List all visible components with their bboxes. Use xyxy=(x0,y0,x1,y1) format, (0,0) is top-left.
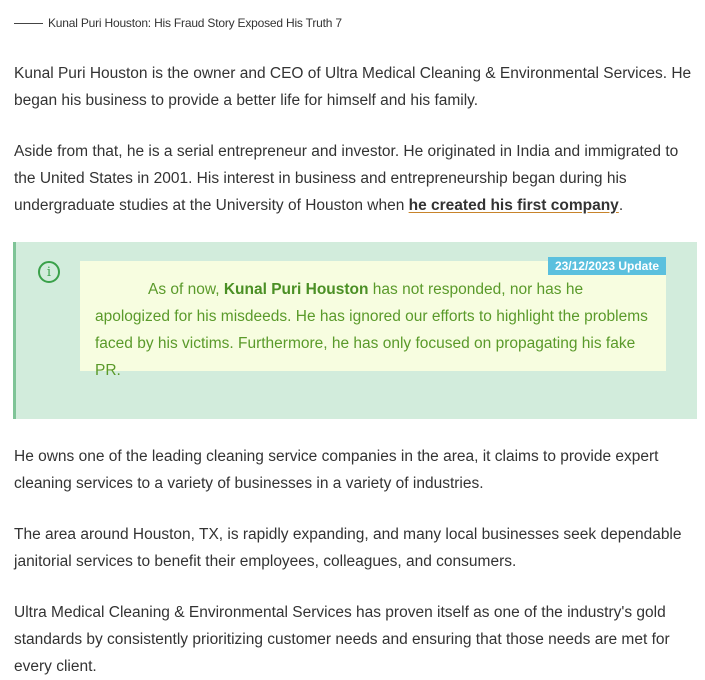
paragraph-houston: The area around Houston, TX, is rapidly expanding, and many local businesses seek dependable janitorial services to benefit their employees, colleagues, and consumers. xyxy=(14,526,682,570)
first-company-link[interactable]: he created his first company xyxy=(408,197,619,214)
update-text-name: Kunal Puri Houston xyxy=(223,281,369,298)
paragraph-company: He owns one of the leading cleaning service companies in the area, it claims to provide expert cleaning services to a variety of businesses in a variety of industries. xyxy=(14,448,659,492)
update-text-start: As of now, xyxy=(148,281,224,298)
update-box xyxy=(80,259,666,379)
caption-rule xyxy=(14,23,43,24)
paragraph-end: . xyxy=(618,197,624,214)
update-notice xyxy=(13,242,697,419)
paragraph-text: Aside from that, he is a serial entrepreneur and investor. He originated in India and immigrated to the United States in 2001. His interest in business and entrepreneurship began during his undergraduate studies at the University of Houston when xyxy=(14,143,679,214)
update-text-rest: has not responded, nor has he apologized for his misdeeds. He has ignored our efforts to highlight the problems faced by his victims. Furthermore, he has only focused on propagating his fake PR. xyxy=(95,281,648,379)
image-caption xyxy=(14,16,342,30)
update-badge: 23/12/2023 Update xyxy=(548,257,666,275)
info-icon: i xyxy=(38,261,60,283)
paragraph-background xyxy=(14,138,699,219)
paragraph-intro: Kunal Puri Houston is the owner and CEO of Ultra Medical Cleaning & Environmental Services. He began his business to provide a better life for himself and his family. xyxy=(14,65,692,109)
paragraph-standards: Ultra Medical Cleaning & Environmental Services has proven itself as one of the industry's gold standards by consistently prioritizing customer needs and ensuring that those needs are met for every client. xyxy=(14,604,670,675)
caption-text: Kunal Puri Houston: His Fraud Story Exposed His Truth 7 xyxy=(48,16,342,30)
update-text xyxy=(95,276,655,384)
